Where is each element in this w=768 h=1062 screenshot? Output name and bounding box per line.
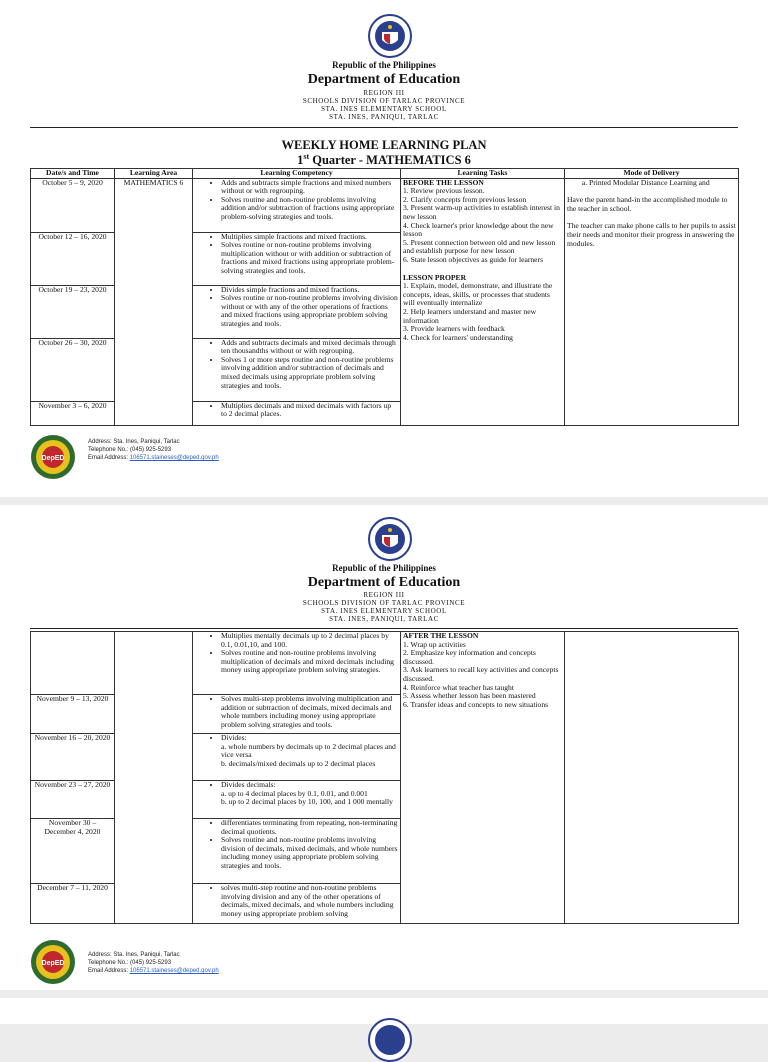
document-page-2 xyxy=(0,505,768,990)
column-header-competency: Learning Competency xyxy=(193,169,401,179)
republic-heading: Republic of the Philippines xyxy=(332,60,436,70)
competency-line: a. whole numbers by decimals up to 2 decimal places and vice versa xyxy=(221,741,396,760)
date-cell: November 30 – December 4, 2020 xyxy=(31,819,115,884)
date-cell xyxy=(31,632,115,695)
task-item: 6. State lesson objectives as guide for learners xyxy=(403,254,544,264)
task-item: 1. Explain, model, demonstrate, and illustrate the concepts, ideas, skills, or processes that students will eventually internalize xyxy=(403,281,553,308)
competency-cell xyxy=(193,285,401,338)
competency-item: • Multiplies simple fractions and mixed fractions. xyxy=(221,233,398,242)
mode-of-delivery-cell xyxy=(565,632,739,924)
competency-cell xyxy=(193,819,401,884)
task-item: 4. Check learner's prior knowledge about the new lesson xyxy=(403,220,554,239)
deped-seal-icon xyxy=(368,1018,412,1062)
footer-address: Address: Sta. Ines, Paniqui, Tarlac xyxy=(88,439,180,445)
competency-item: • Solves multi-step problems involving multiplication and addition or subtraction of decimals, mixed decimals and whole numbers including money using appropriate problem solving strategies and tools. xyxy=(221,695,398,729)
competency-item: • Solves 1 or more steps routine and non-routine problems involving addition and/or subtraction of decimals and mixed decimals using appropriate problem solving strategies and tools. xyxy=(221,356,398,390)
lesson-proper-heading: LESSON PROPER xyxy=(403,272,467,282)
task-item: 2. Clarify concepts from previous lesson xyxy=(403,194,527,204)
learning-area-cell: MATHEMATICS 6 xyxy=(115,178,193,425)
competency-item: • Solves routine and non-routine problems involving division of decimals, mixed decimals, and whole numbers including money using appropriate problem solving strategies and tools. xyxy=(221,836,398,870)
task-item: 3. Present warm-up activities to establish interest in new lesson xyxy=(403,203,560,221)
date-cell: November 9 – 13, 2020 xyxy=(31,695,115,734)
competency-item: • differentiates terminating from repeating, non-terminating decimal quotients. xyxy=(221,819,398,836)
competency-cell xyxy=(193,781,401,819)
task-item: 1. Wrap up activities xyxy=(403,639,466,649)
competency-cell xyxy=(193,884,401,924)
page-footer xyxy=(30,939,430,989)
learning-tasks-cell xyxy=(401,178,565,425)
plan-title: WEEKLY HOME LEARNING PLAN xyxy=(281,138,487,152)
school-line: STA. INES ELEMENTARY SCHOOL xyxy=(321,607,447,615)
column-header-date: Date/s and Time xyxy=(31,169,115,179)
before-lesson-heading: BEFORE THE LESSON xyxy=(403,178,484,187)
competency-item: • Solves routine and non-routine problems involving addition and/or subtraction of fractions using appropriate problem-solving strategies and tools. xyxy=(221,196,398,222)
competency-item: • Solves routine or non-routine problems involving multiplication without or with addition or subtraction of fractions and mixed fractions using appropriate problem-solving strategies and tools. xyxy=(221,241,398,275)
task-item: 5. Assess whether lesson has been mastered xyxy=(403,691,536,701)
department-heading: Department of Education xyxy=(307,575,461,590)
learning-tasks-cell xyxy=(401,632,565,924)
learning-plan-table-continued xyxy=(30,631,739,924)
column-header-area: Learning Area xyxy=(115,169,193,179)
after-lesson-heading: AFTER THE LESSON xyxy=(403,631,479,640)
competency-line: • Divides decimals: xyxy=(221,780,276,789)
competency-item: • Adds and subtracts decimals and mixed decimals through ten thousandths without or with regrouping. xyxy=(221,339,398,356)
task-item: 2. Emphasize key information and concepts discussed. xyxy=(403,648,536,666)
plan-quarter: 1st Quarter - MATHEMATICS 6 xyxy=(297,152,471,168)
footer-telephone: Telephone No.: (045) 925-5293 xyxy=(88,447,172,453)
region-line: REGION III xyxy=(363,591,405,599)
competency-item: • Multiplies decimals and mixed decimals with factors up to 2 decimal places. xyxy=(221,402,398,419)
table-row xyxy=(31,178,739,232)
task-item: 3. Ask learners to recall key activities and concepts discussed. xyxy=(403,665,559,683)
competency-item: • Solves routine and non-routine problems involving multiplication of decimals and mixed decimals including money using appropriate problem solving strategies. xyxy=(221,649,398,675)
task-item: 2. Help learners understand and master new information xyxy=(403,306,537,325)
competency-cell xyxy=(193,695,401,734)
footer-email-line: Email Address: 106571.staineses@deped.gov.ph xyxy=(88,455,219,461)
date-cell: October 19 – 23, 2020 xyxy=(31,285,115,338)
competency-cell xyxy=(193,338,401,401)
delivery-paragraph: Have the parent hand-in the accomplished module to the teacher in school. xyxy=(567,195,728,213)
competency-cell xyxy=(193,401,401,425)
logo-text: DepED xyxy=(41,960,65,967)
competency-item: • Divides simple fractions and mixed fractions. xyxy=(221,286,398,295)
school-logo-icon xyxy=(30,434,76,480)
header-divider xyxy=(30,628,738,629)
delivery-mode-item: a. Printed Modular Distance Learning and xyxy=(589,179,736,188)
footer-email-line: Email Address: 106571.staineses@deped.gov.ph xyxy=(88,968,219,974)
table-row xyxy=(31,632,739,695)
competency-item: • Multiplies mentally decimals up to 2 decimal places by 0.1, 0.01,10, and 100. xyxy=(221,632,398,649)
learning-area-cell xyxy=(115,632,193,924)
competency-line: a. up to 4 decimal places by 0.1, 0.01, and 0.001 xyxy=(221,788,368,798)
task-item: 3. Provide learners with feedback xyxy=(403,324,505,334)
task-item: 6. Transfer ideas and concepts to new situations xyxy=(403,699,549,709)
date-cell: October 12 – 16, 2020 xyxy=(31,232,115,285)
school-address-line: STA. INES, PANIQUI, TARLAC xyxy=(329,615,439,623)
footer-contact xyxy=(88,438,408,462)
date-cell: November 16 – 20, 2020 xyxy=(31,734,115,781)
email-link[interactable]: 106571.staineses@deped.gov.ph xyxy=(129,455,219,461)
competency-item: • Solves routine or non-routine problems involving division without or with any of the other operations of fractions and mixed fractions using appropriate problem solving strategies and tools. xyxy=(221,294,398,328)
date-cell: December 7 – 11, 2020 xyxy=(31,884,115,924)
header-divider xyxy=(30,127,738,128)
division-line: SCHOOLS DIVISION OF TARLAC PROVINCE xyxy=(302,97,466,105)
footer-contact xyxy=(88,951,408,975)
deped-seal-icon xyxy=(368,14,412,58)
competency-item: • solves multi-step routine and non-routine problems involving division and any of the other operations of decimals, mixed decimals, and whole numbers including money using appropriate problem solving xyxy=(221,884,398,918)
division-line: SCHOOLS DIVISION OF TARLAC PROVINCE xyxy=(302,599,466,607)
column-header-tasks: Learning Tasks xyxy=(401,169,565,179)
document-page-1 xyxy=(0,0,768,497)
mode-of-delivery-cell xyxy=(565,178,739,425)
task-item: 1. Review previous lesson. xyxy=(403,186,485,196)
footer-telephone: Telephone No.: (045) 925-5293 xyxy=(88,960,172,966)
column-header-delivery: Mode of Delivery xyxy=(565,169,739,179)
document-page-3-partial xyxy=(0,998,768,1024)
logo-text: DepED xyxy=(41,455,65,462)
delivery-paragraph: The teacher can make phone calls to her pupils to assist their needs and monitor their progress in answering the modules. xyxy=(567,221,736,248)
competency-cell xyxy=(193,178,401,232)
page-footer xyxy=(30,434,430,484)
date-cell: November 3 – 6, 2020 xyxy=(31,401,115,425)
competency-cell xyxy=(193,734,401,781)
table-header-row xyxy=(31,169,739,179)
school-address-line: STA. INES, PANIQUI, TARLAC xyxy=(329,113,439,121)
competency-item xyxy=(221,734,398,768)
task-item: 4. Reinforce what teacher has taught xyxy=(403,682,514,692)
competency-line: • Divides: xyxy=(221,733,247,742)
competency-cell xyxy=(193,632,401,695)
department-heading: Department of Education xyxy=(307,72,461,87)
task-item: 4. Check for learners' understanding xyxy=(403,332,513,342)
competency-item: • Adds and subtracts simple fractions and mixed numbers without or with regrouping. xyxy=(221,179,398,196)
deped-seal-icon xyxy=(368,517,412,561)
school-logo-icon xyxy=(30,939,76,985)
competency-line: b. decimals/mixed decimals up to 2 decimal places xyxy=(221,758,376,768)
email-link[interactable]: 106571.staineses@deped.gov.ph xyxy=(129,968,219,974)
region-line: REGION III xyxy=(363,89,405,97)
date-cell: November 23 – 27, 2020 xyxy=(31,781,115,819)
date-cell: October 5 – 9, 2020 xyxy=(31,178,115,232)
footer-address: Address: Sta. Ines, Paniqui, Tarlac xyxy=(88,952,180,958)
competency-cell xyxy=(193,232,401,285)
task-item: 5. Present connection between old and new lesson and establish purpose for new lesson xyxy=(403,237,556,256)
competency-line: b. up to 2 decimal places by 10, 100, and 1 000 mentally xyxy=(221,797,393,807)
republic-heading: Republic of the Philippines xyxy=(332,563,436,573)
school-line: STA. INES ELEMENTARY SCHOOL xyxy=(321,105,447,113)
learning-plan-table xyxy=(30,168,739,426)
date-cell: October 26 – 30, 2020 xyxy=(31,338,115,401)
competency-item xyxy=(221,781,398,807)
